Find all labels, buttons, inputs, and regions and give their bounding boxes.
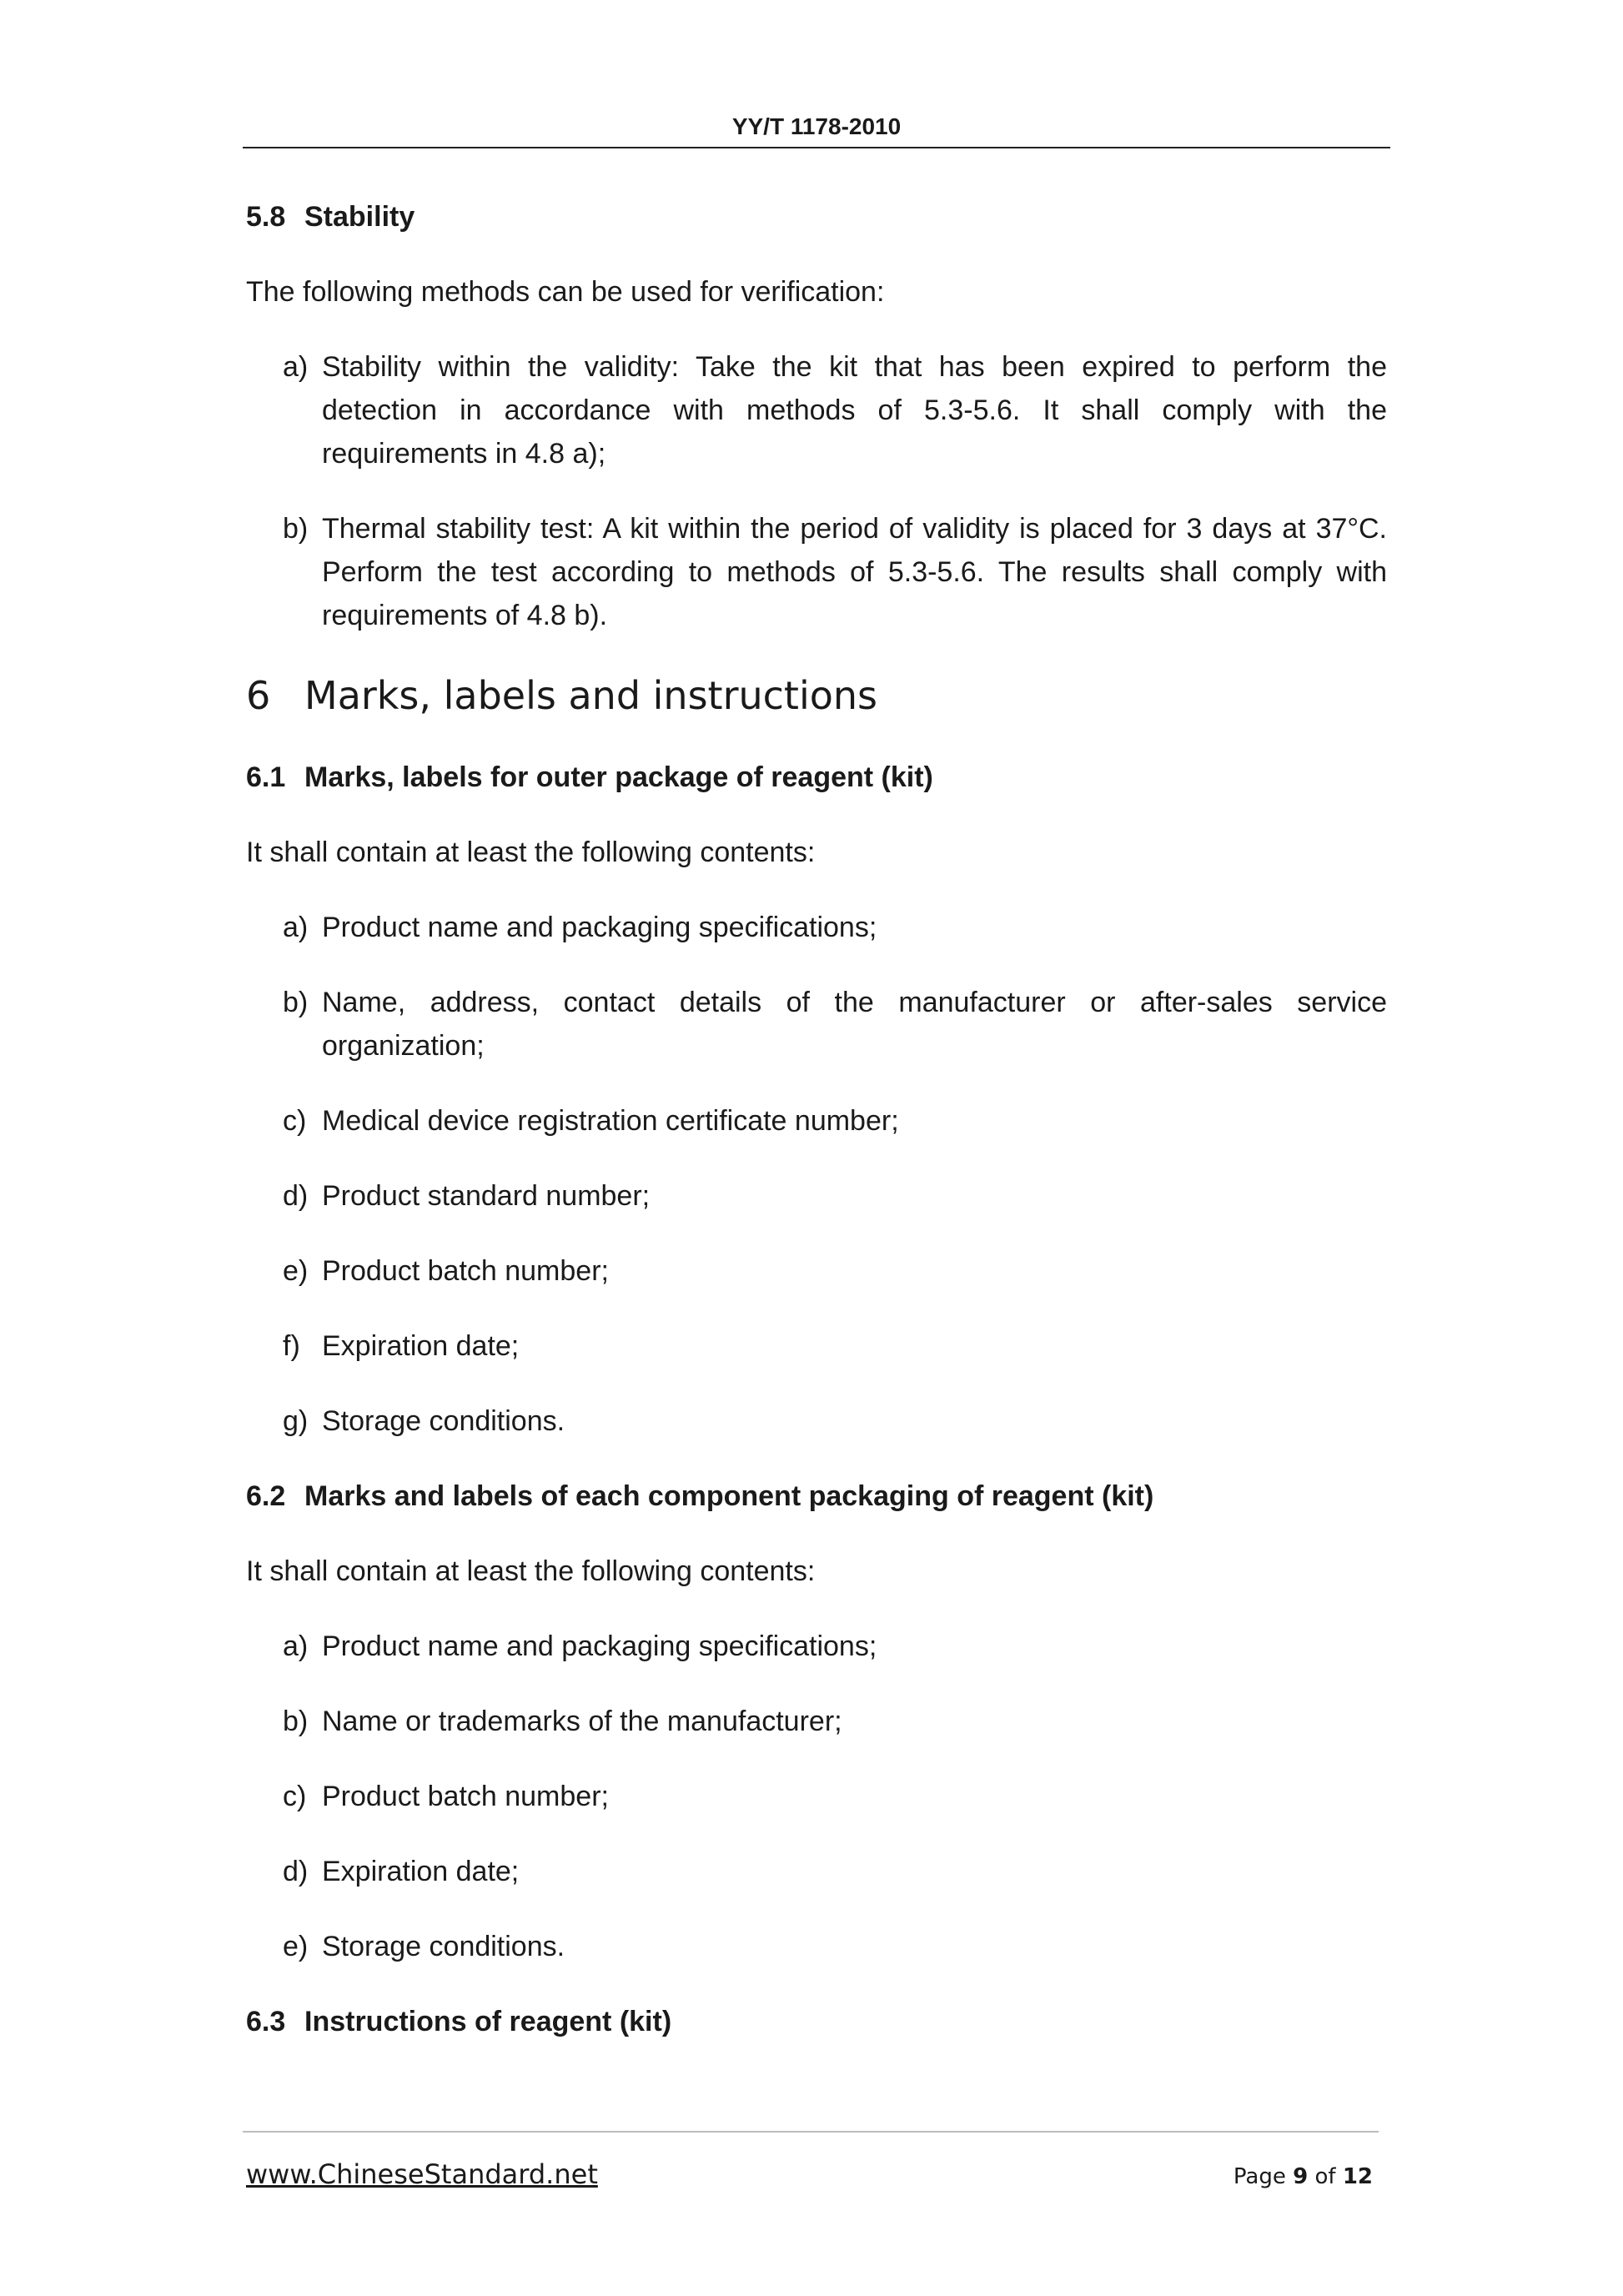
chapter-number: 6: [246, 673, 271, 718]
list-item-text: Product batch number;: [322, 1781, 609, 1812]
list-item: [246, 1249, 1387, 1293]
list-item: [246, 1625, 1387, 1668]
list-item: [246, 1775, 1387, 1818]
list-item: [246, 1399, 1387, 1443]
section-title: Instructions of reagent (kit): [304, 2006, 672, 2037]
list-marker: d): [283, 1180, 309, 1212]
page-of-label: of: [1314, 2164, 1336, 2189]
section-title: Stability: [304, 201, 415, 233]
document-code: YY/T 1178-2010: [731, 113, 902, 139]
list-marker: c): [283, 1781, 307, 1812]
footer-website-link[interactable]: www.ChineseStandard.net: [246, 2158, 598, 2190]
list-item: [246, 1099, 1387, 1143]
list-marker: b): [283, 987, 309, 1018]
list-item: [246, 507, 1387, 637]
section-number: 6.2: [246, 1480, 286, 1512]
section-title: Marks and labels of each component packaging of reagent (kit): [304, 1480, 1154, 1512]
list-marker: f): [283, 1330, 300, 1362]
list-item: [246, 1174, 1387, 1218]
section-number: 6.3: [246, 2006, 286, 2037]
paragraph: It shall contain at least the following contents:: [246, 1555, 816, 1587]
list-item-text: Thermal stability test: A kit within the period of validity is placed for 3 days at 37°C. Perform the test according to methods of 5.3-5.6. The results shall comply with requirements of 4.8 b).: [322, 513, 1387, 631]
list-marker: e): [283, 1931, 309, 1962]
list-item: [246, 1925, 1387, 1968]
section-heading-6-1: [246, 756, 1387, 799]
list-item-text: Name, address, contact details of the manufacturer or after-sales service organization;: [322, 987, 1387, 1062]
list-item-text: Product standard number;: [322, 1180, 651, 1212]
list-marker: a): [283, 351, 309, 383]
page-label: Page: [1233, 2164, 1286, 2189]
list-item-text: Name or trademarks of the manufacturer;: [322, 1706, 842, 1737]
document-body: [246, 195, 1387, 2043]
list-item: [246, 1324, 1387, 1368]
section-number: 5.8: [246, 201, 286, 233]
list-item: [246, 906, 1387, 949]
list-item-text: Expiration date;: [322, 1856, 520, 1887]
paragraph: The following methods can be used for verification:: [246, 276, 885, 308]
list-item-text: Medical device registration certificate number;: [322, 1105, 899, 1137]
list-item-text: Stability within the validity: Take the kit that has been expired to perform the detection in accordance with methods of 5.3-5.6. It shall comply with the requirements in 4.8 a);: [322, 351, 1387, 470]
section-heading-5-8: [246, 195, 1387, 239]
list-marker: c): [283, 1105, 307, 1137]
list-marker: b): [283, 1706, 309, 1737]
list-item-text: Product name and packaging specifications;: [322, 912, 877, 943]
section-title: Marks, labels for outer package of reagent (kit): [304, 761, 933, 793]
list-item-text: Product name and packaging specifications;: [322, 1630, 877, 1662]
list-item-text: Storage conditions.: [322, 1405, 565, 1437]
footer-divider: [243, 2131, 1379, 2133]
list-marker: e): [283, 1255, 309, 1287]
list-5-8: [246, 345, 1387, 637]
chapter-title: Marks, labels and instructions: [304, 673, 878, 718]
chapter-heading-6: [246, 669, 1387, 722]
page-number: [1234, 2162, 1373, 2192]
list-marker: a): [283, 1630, 309, 1662]
list-6-2: [246, 1625, 1387, 1968]
section-number: 6.1: [246, 761, 286, 793]
list-item: [246, 981, 1387, 1068]
list-marker: a): [283, 912, 309, 943]
section-heading-6-2: [246, 1475, 1387, 1518]
total-pages: 12: [1342, 2164, 1373, 2189]
list-item: [246, 345, 1387, 475]
paragraph: It shall contain at least the following contents:: [246, 837, 816, 868]
page-header: [243, 113, 1390, 148]
list-marker: d): [283, 1856, 309, 1887]
list-6-1: [246, 906, 1387, 1443]
list-item: [246, 1850, 1387, 1893]
list-item-text: Storage conditions.: [322, 1931, 565, 1962]
list-marker: g): [283, 1405, 309, 1437]
section-heading-6-3: [246, 2000, 1387, 2043]
list-marker: b): [283, 513, 309, 545]
list-item-text: Expiration date;: [322, 1330, 520, 1362]
list-item-text: Product batch number;: [322, 1255, 609, 1287]
list-item: [246, 1700, 1387, 1743]
current-page: 9: [1293, 2164, 1309, 2189]
